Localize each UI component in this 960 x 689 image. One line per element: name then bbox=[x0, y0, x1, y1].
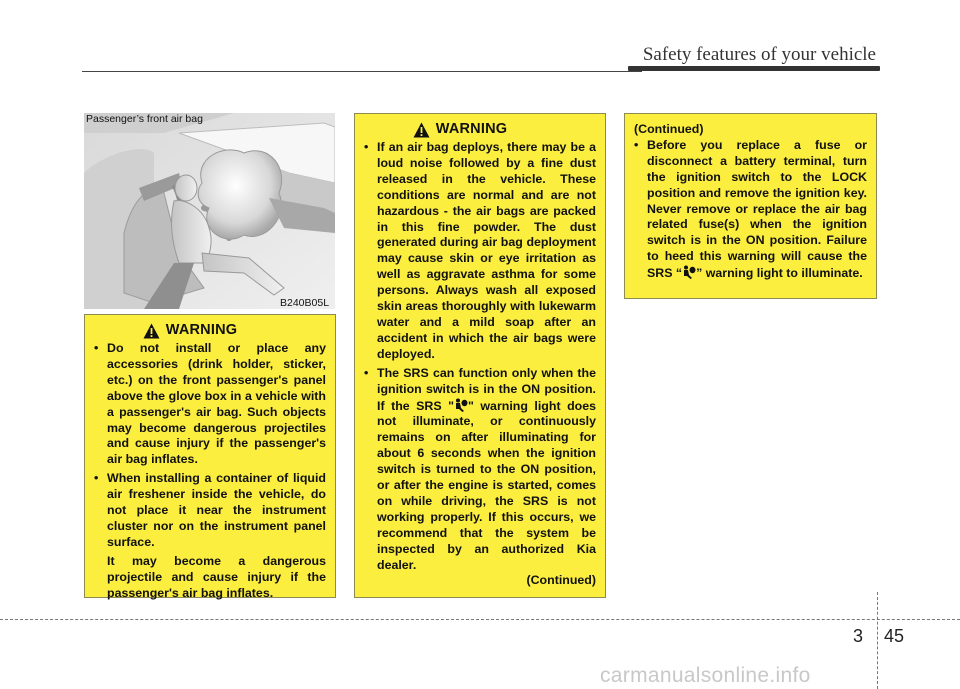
srs-airbag-icon bbox=[454, 398, 468, 412]
header-rule bbox=[82, 71, 642, 72]
warning-text: The SRS can function only when the ignition switch is in the ON position. If the SRS " bbox=[377, 365, 596, 413]
footer-rule bbox=[0, 619, 960, 620]
warning-bullet: • When installing a container of liquid air freshener inside the vehicle, do not place it near the instrument cluster nor on the instrument panel surface. bbox=[94, 471, 326, 551]
warning-bullet bbox=[364, 366, 596, 574]
warning-title: WARNING bbox=[165, 322, 238, 339]
running-header: Safety features of your vehicle bbox=[642, 44, 876, 65]
warning-text: ” warning light to illuminate. bbox=[696, 266, 863, 281]
continued-label: (Continued) bbox=[526, 573, 596, 588]
srs-airbag-icon bbox=[682, 265, 696, 279]
warning-box-fuse bbox=[624, 113, 877, 299]
watermark: carmanualsonline.info bbox=[600, 664, 811, 687]
warning-bullet: • If an air bag deploys, there may be a loud noise followed by a fine dust released in the vehicle. These conditions are normal and are not hazardous - the air bags are packed in this fine powder. The dust generated during air bag deployment may cause skin or eye irritation as well as aggravate asthma for some persons. Always wash all exposed skin areas thoroughly with lukewarm water and a mild soap after an accident in which the air bags were deployed. bbox=[364, 140, 596, 363]
warning-paragraph: It may become a dangerous projectile and cause injury if the passenger's air bag inflates. bbox=[107, 553, 326, 600]
footer-divider bbox=[877, 592, 878, 689]
warning-heading bbox=[54, 323, 326, 339]
header-accent-bar bbox=[628, 66, 880, 71]
figure-caption: Passenger’s front air bag bbox=[86, 113, 203, 125]
page-number: 45 bbox=[884, 626, 905, 646]
figure-code: B240B05L bbox=[280, 297, 330, 309]
warning-text: " warning light does not illuminate, or continuously remains on after illuminating for about 6 seconds when the ignition switch is turned to the ON position, or after the engine is started, comes on while driving, the SRS is not working properly. If this occurs, we recommend that the system be inspected by an authorized Kia dealer. bbox=[377, 398, 596, 572]
warning-box-accessories bbox=[84, 314, 336, 598]
warning-triangle-icon bbox=[413, 122, 430, 138]
section-number: 3 bbox=[853, 626, 864, 646]
warning-heading bbox=[324, 122, 596, 138]
airbag-illustration bbox=[84, 113, 335, 309]
warning-box-deployment bbox=[354, 113, 606, 598]
warning-triangle-icon bbox=[143, 323, 160, 339]
warning-title: WARNING bbox=[435, 121, 508, 138]
warning-text: Before you replace a fuse or disconnect a battery terminal, turn the ignition switch to the LOCK position and remove the ignition key. Never remove or replace the air bag related fuse(s) when the ignition switch is in the ON position. Failure to heed this warning will cause the SRS “ bbox=[647, 137, 867, 281]
warning-bullet: • Do not install or place any accessories (drink holder, sticker, etc.) on the front passenger's panel above the glove box in a vehicle with a passenger's air bag. Such objects may become dangerous projectiles and cause injury if the passenger's air bag inflates. bbox=[94, 341, 326, 468]
warning-bullet bbox=[634, 138, 867, 282]
continued-label: (Continued) bbox=[634, 122, 704, 136]
